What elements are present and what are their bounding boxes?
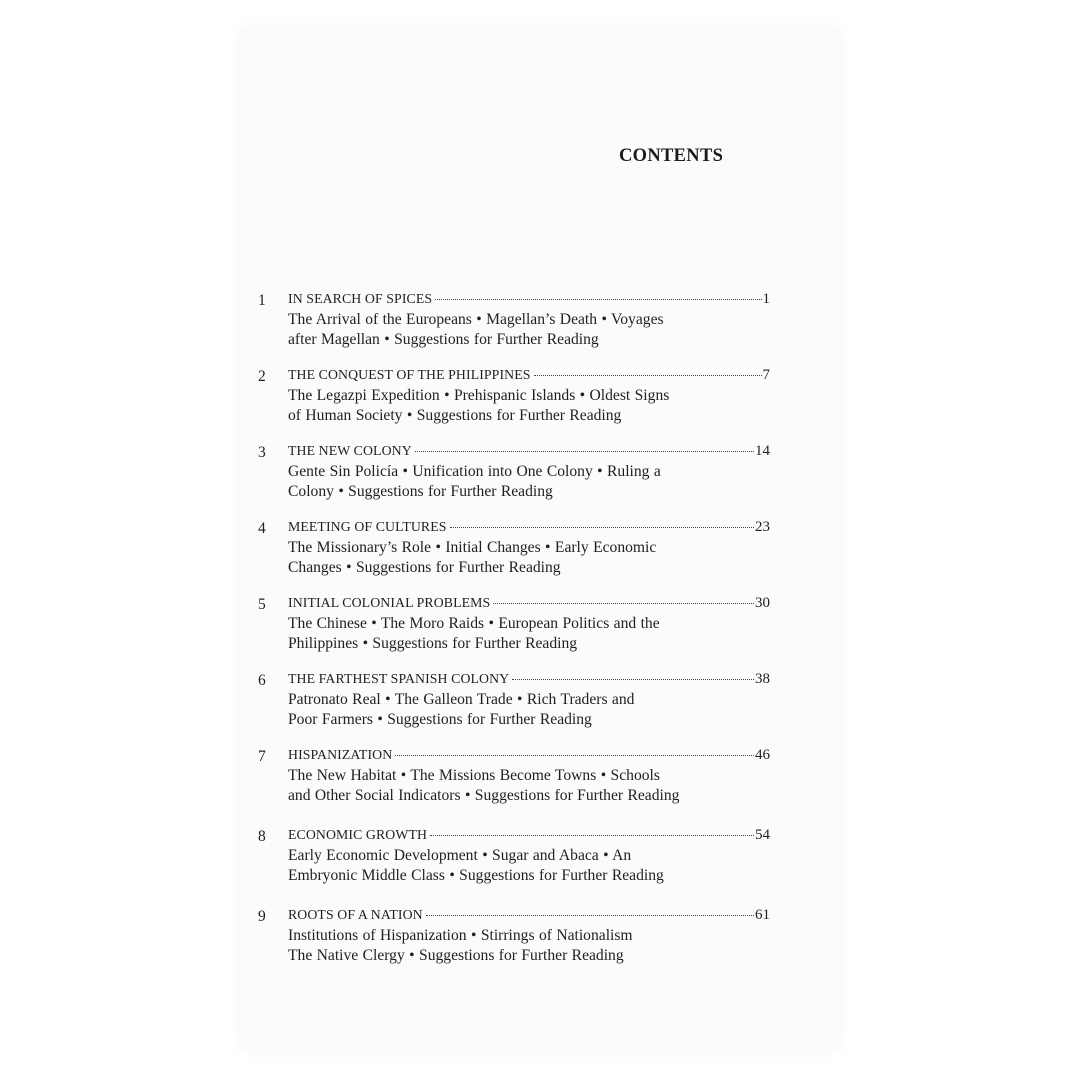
subtopic-line: Institutions of Hispanization • Stirrings of Nationalism bbox=[288, 927, 633, 944]
chapter-title: INITIAL COLONIAL PROBLEMS bbox=[288, 595, 491, 610]
subtopic-line: Embryonic Middle Class • Suggestions for Further Reading bbox=[288, 866, 664, 884]
dot-leader bbox=[493, 591, 754, 604]
chapter-page-number: 23 bbox=[755, 519, 770, 535]
dot-leader bbox=[435, 287, 761, 300]
chapter-subtopics bbox=[288, 462, 758, 501]
chapter-title: ECONOMIC GROWTH bbox=[288, 827, 428, 842]
dot-leader bbox=[450, 515, 754, 528]
chapter-heading-row bbox=[288, 518, 770, 540]
chapter-number: 1 bbox=[258, 292, 266, 309]
chapter-page-number: 7 bbox=[762, 367, 770, 383]
subtopic-line: Changes • Suggestions for Further Reading bbox=[288, 558, 561, 576]
chapter-number: 7 bbox=[258, 748, 266, 765]
subtopic-line: The Native Clergy • Suggestions for Further Reading bbox=[288, 946, 624, 964]
chapter-subtopics bbox=[288, 614, 758, 653]
subtopic-line: The Missionary’s Role • Initial Changes • Early Economic bbox=[288, 539, 657, 556]
subtopic-line: The Chinese • The Moro Raids • European Politics and the bbox=[288, 615, 660, 632]
subtopic-line: The Arrival of the Europeans • Magellan’s Death • Voyages bbox=[288, 311, 664, 328]
chapter-title: MEETING OF CULTURES bbox=[288, 519, 447, 534]
chapter-subtopics bbox=[288, 690, 758, 729]
subtopic-line: Poor Farmers • Suggestions for Further Reading bbox=[288, 710, 592, 728]
dot-leader bbox=[395, 743, 754, 756]
chapter-title: THE NEW COLONY bbox=[288, 443, 412, 458]
chapter-title: HISPANIZATION bbox=[288, 747, 393, 762]
chapter-number: 6 bbox=[258, 672, 266, 689]
chapter-number: 9 bbox=[258, 908, 266, 925]
subtopic-line: Colony • Suggestions for Further Reading bbox=[288, 482, 553, 500]
subtopic-line: after Magellan • Suggestions for Further Reading bbox=[288, 330, 599, 348]
dot-leader bbox=[415, 439, 754, 452]
chapter-number: 8 bbox=[258, 828, 266, 845]
chapter-number: 3 bbox=[258, 444, 266, 461]
chapter-page-number: 46 bbox=[755, 747, 770, 763]
chapter-page-number: 54 bbox=[755, 827, 770, 843]
subtopic-line: Patronato Real • The Galleon Trade • Rich Traders and bbox=[288, 691, 635, 708]
chapter-title: IN SEARCH OF SPICES bbox=[288, 291, 433, 306]
chapter-title: ROOTS OF A NATION bbox=[288, 907, 423, 922]
chapter-page-number: 14 bbox=[755, 443, 770, 459]
contents-heading: CONTENTS bbox=[619, 146, 724, 166]
chapter-title: THE CONQUEST OF THE PHILIPPINES bbox=[288, 367, 531, 382]
chapter-heading-row bbox=[288, 366, 770, 388]
chapter-heading-row bbox=[288, 826, 770, 848]
subtopic-line: and Other Social Indicators • Suggestions for Further Reading bbox=[288, 786, 680, 804]
subtopic-line: Philippines • Suggestions for Further Reading bbox=[288, 634, 578, 652]
chapter-page-number: 30 bbox=[755, 595, 770, 611]
chapter-heading-row bbox=[288, 442, 770, 464]
chapter-heading-row bbox=[288, 906, 770, 928]
dot-leader bbox=[426, 903, 754, 916]
subtopic-line: Gente Sin Policía • Unification into One Colony • Ruling a bbox=[288, 463, 661, 480]
chapter-number: 4 bbox=[258, 520, 266, 537]
chapter-heading-row bbox=[288, 670, 770, 692]
chapter-subtopics bbox=[288, 846, 758, 885]
chapter-subtopics bbox=[288, 310, 758, 349]
chapter-number: 2 bbox=[258, 368, 266, 385]
chapter-heading-row bbox=[288, 290, 770, 312]
chapter-subtopics bbox=[288, 926, 758, 965]
chapter-subtopics bbox=[288, 386, 758, 425]
dot-leader bbox=[512, 667, 754, 680]
subtopic-line: The Legazpi Expedition • Prehispanic Islands • Oldest Signs bbox=[288, 387, 670, 404]
subtopic-line: of Human Society • Suggestions for Further Reading bbox=[288, 406, 622, 424]
dot-leader bbox=[430, 823, 754, 836]
chapter-heading-row bbox=[288, 594, 770, 616]
dot-leader bbox=[534, 363, 762, 376]
chapter-page-number: 38 bbox=[755, 671, 770, 687]
chapter-heading-row bbox=[288, 746, 770, 768]
chapter-page-number: 61 bbox=[755, 907, 770, 923]
chapter-number: 5 bbox=[258, 596, 266, 613]
subtopic-line: Early Economic Development • Sugar and Abaca • An bbox=[288, 847, 632, 864]
chapter-title: THE FARTHEST SPANISH COLONY bbox=[288, 671, 510, 686]
chapter-subtopics bbox=[288, 538, 758, 577]
subtopic-line: The New Habitat • The Missions Become Towns • Schools bbox=[288, 767, 660, 784]
chapter-page-number: 1 bbox=[762, 291, 770, 307]
chapter-subtopics bbox=[288, 766, 758, 805]
